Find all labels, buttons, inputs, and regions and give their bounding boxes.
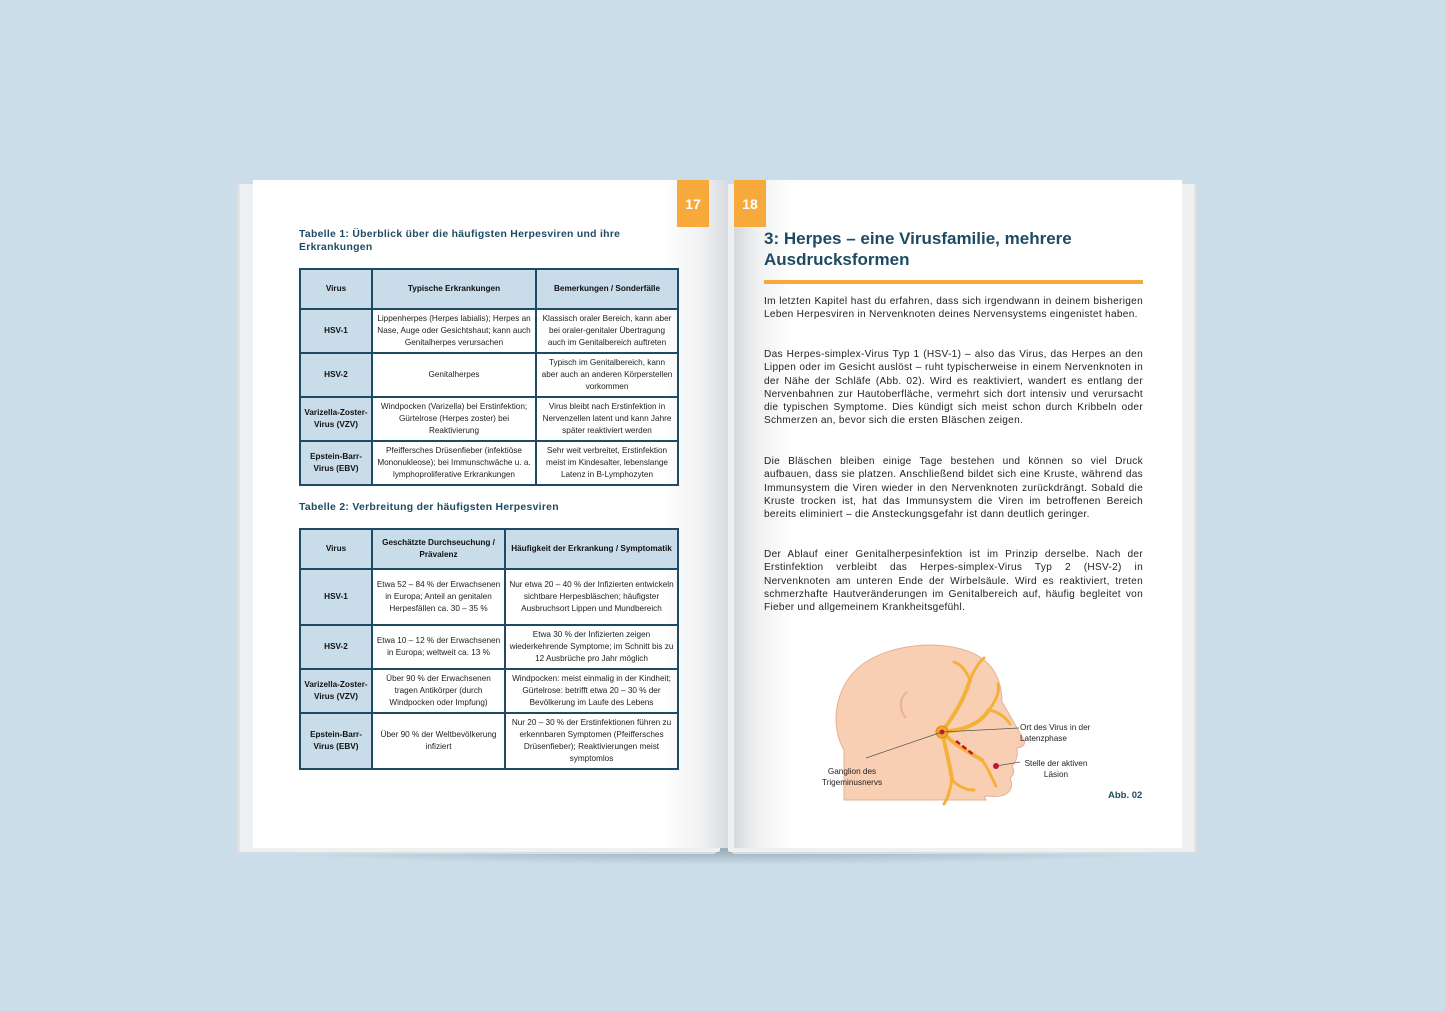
table-row (300, 353, 678, 397)
table-cell: Typisch im Genitalbereich, kann aber auch an anderen Körperstellen vorkommen (536, 353, 678, 397)
body-paragraph: Im letzten Kapitel hast du erfahren, dass sich irgendwann in deinem bisherigen Leben Herpesviren in Nervenknoten deines Nervensystems eingenistet haben. (764, 296, 1143, 321)
table-row (300, 669, 678, 713)
label-virus-location: Ort des Virus in der Latenzphase (1020, 723, 1091, 743)
table-row (300, 309, 678, 353)
figure-caption: Abb. 02 (1108, 790, 1143, 801)
table2 (299, 528, 679, 770)
virus-cell: Varizella-Zoster-Virus (VZV) (300, 397, 372, 441)
table-cell: Genitalherpes (372, 353, 536, 397)
table-header-cell: Typische Erkrankungen (372, 269, 536, 309)
virus-cell: Epstein-Barr-Virus (EBV) (300, 441, 372, 485)
body-paragraph: Das Herpes-simplex-Virus Typ 1 (HSV-1) – also das Virus, das Herpes an den Lippen oder im Gesicht auslöst – ruht typischerweise in einem Nervenknoten in der Nähe der Schläfe (Abb. 02). Wird es reaktiviert, wandert es entlang der Nervenbahnen zur Hautoberfläche, vermehrt sich dort intensiv und verursacht die typischen Symptome. Dies kündigt sich meist schon durch Kribbeln oder Schmerzen an, bevor sich die ersten Bläschen zeigen. (764, 349, 1143, 427)
label-lesion: Stelle der aktiven Läsion (1024, 759, 1088, 779)
table-cell: Lippenherpes (Herpes labialis); Herpes an Nase, Auge oder Gesichtshaut; kann auch Genitalherpes verursachen (372, 309, 536, 353)
virus-cell: Varizella-Zoster-Virus (VZV) (300, 669, 372, 713)
figure-head-illustration (774, 640, 1134, 810)
table1 (299, 268, 679, 486)
table-header-cell: Geschätzte Durchseuchung / Prävalenz (372, 529, 505, 569)
table1-title: Tabelle 1: Überblick über die häufigsten Herpesviren und ihre Erkrankungen (299, 229, 621, 253)
table-cell: Sehr weit verbreitet, Erstinfektion meist im Kindesalter, lebenslange Latenz in B-Lymphozyten (536, 441, 678, 485)
table2-title: Tabelle 2: Verbreitung der häufigsten Herpesviren (299, 502, 559, 513)
virus-cell: HSV-1 (300, 309, 372, 353)
table-cell: Windpocken (Varizella) bei Erstinfektion; Gürtelrose (Herpes zoster) bei Reaktivierung (372, 397, 536, 441)
table-header-cell: Häufigkeit der Erkrankung / Symptomatik (505, 529, 678, 569)
table-cell: Über 90 % der Erwachsenen tragen Antikörper (durch Windpocken oder Impfung) (372, 669, 505, 713)
chapter-title: 3: Herpes – eine Virusfamilie, mehrere Ausdrucksformen (764, 229, 1072, 269)
title-underline (764, 280, 1143, 284)
table-row (300, 625, 678, 669)
table-row (300, 441, 678, 485)
table-cell: Über 90 % der Weltbevölkerung infiziert (372, 713, 505, 769)
body-paragraph: Der Ablauf einer Genitalherpesinfektion ist im Prinzip derselbe. Nach der Erstinfektion verbleibt das Herpes-simplex-Virus Typ 2 (HSV-2) in Nervenknoten am unteren Ende der Wirbelsäule. Wird es reaktiviert, treten schmerzhafte Hautveränderungen im Genitalbereich auf, häufig begleitet von Fieber und allgemeinem Krankheitsgefühl. (764, 549, 1143, 614)
table-row (300, 397, 678, 441)
table-cell: Klassisch oraler Bereich, kann aber bei oraler-genitaler Übertragung auch im Genitalbereich auftreten (536, 309, 678, 353)
table-cell: Etwa 10 – 12 % der Erwachsenen in Europa; weltweit ca. 13 % (372, 625, 505, 669)
table-cell: Etwa 30 % der Infizierten zeigen wiederkehrende Symptome; im Schnitt bis zu 12 Ausbrüche pro Jahr möglich (505, 625, 678, 669)
table-cell: Windpocken: meist einmalig in der Kindheit; Gürtelrose: betrifft etwa 20 – 30 % der Bevölkerung im Laufe des Lebens (505, 669, 678, 713)
virus-cell: HSV-2 (300, 353, 372, 397)
table-cell: Nur 20 – 30 % der Erstinfektionen führen zu erkennbaren Symptomen (Pfeiffersches Drüsenfieber); Reaktivierungen meist symptomlos (505, 713, 678, 769)
table-row (300, 569, 678, 625)
table-header-cell: Bemerkungen / Sonderfälle (536, 269, 678, 309)
page-number-badge: 17 (677, 180, 709, 227)
table-header-cell: Virus (300, 269, 372, 309)
left-page (253, 180, 728, 848)
table-cell: Etwa 52 – 84 % der Erwachsenen in Europa; Anteil an genitalen Herpesfällen ca. 30 – 35 % (372, 569, 505, 625)
page-number-badge: 18 (734, 180, 766, 227)
table-cell: Virus bleibt nach Erstinfektion in Nervenzellen latent und kann Jahre später reaktiviert werden (536, 397, 678, 441)
table-header-row (300, 269, 678, 309)
virus-cell: Epstein-Barr-Virus (EBV) (300, 713, 372, 769)
table-cell: Nur etwa 20 – 40 % der Infizierten entwickeln sichtbare Herpesbläschen; häufigster Ausbruchsort Lippen und Mundbereich (505, 569, 678, 625)
virus-cell: HSV-2 (300, 625, 372, 669)
table-header-cell: Virus (300, 529, 372, 569)
label-ganglion: Ganglion des Trigeminusnervs (821, 767, 883, 787)
table-cell: Pfeiffersches Drüsenfieber (infektiöse Mononukleose); bei Immunschwäche u. a. lymphoproliferative Erkrankungen (372, 441, 536, 485)
table-row (300, 713, 678, 769)
right-page (734, 180, 1182, 848)
body-paragraph: Die Bläschen bleiben einige Tage bestehen und können so viel Druck aufbauen, dass sie platzen. Anschließend bildet sich eine Kruste, während das Immunsystem die Viren wieder in den Nervenknoten zurückdrängt. Sobald die Kruste trocken ist, hat das Immunsystem die Viren im betroffenen Bereich bereits eliminiert – die Ansteckungsgefahr ist dann deutlich geringer. (764, 456, 1143, 521)
table-header-row (300, 529, 678, 569)
virus-cell: HSV-1 (300, 569, 372, 625)
